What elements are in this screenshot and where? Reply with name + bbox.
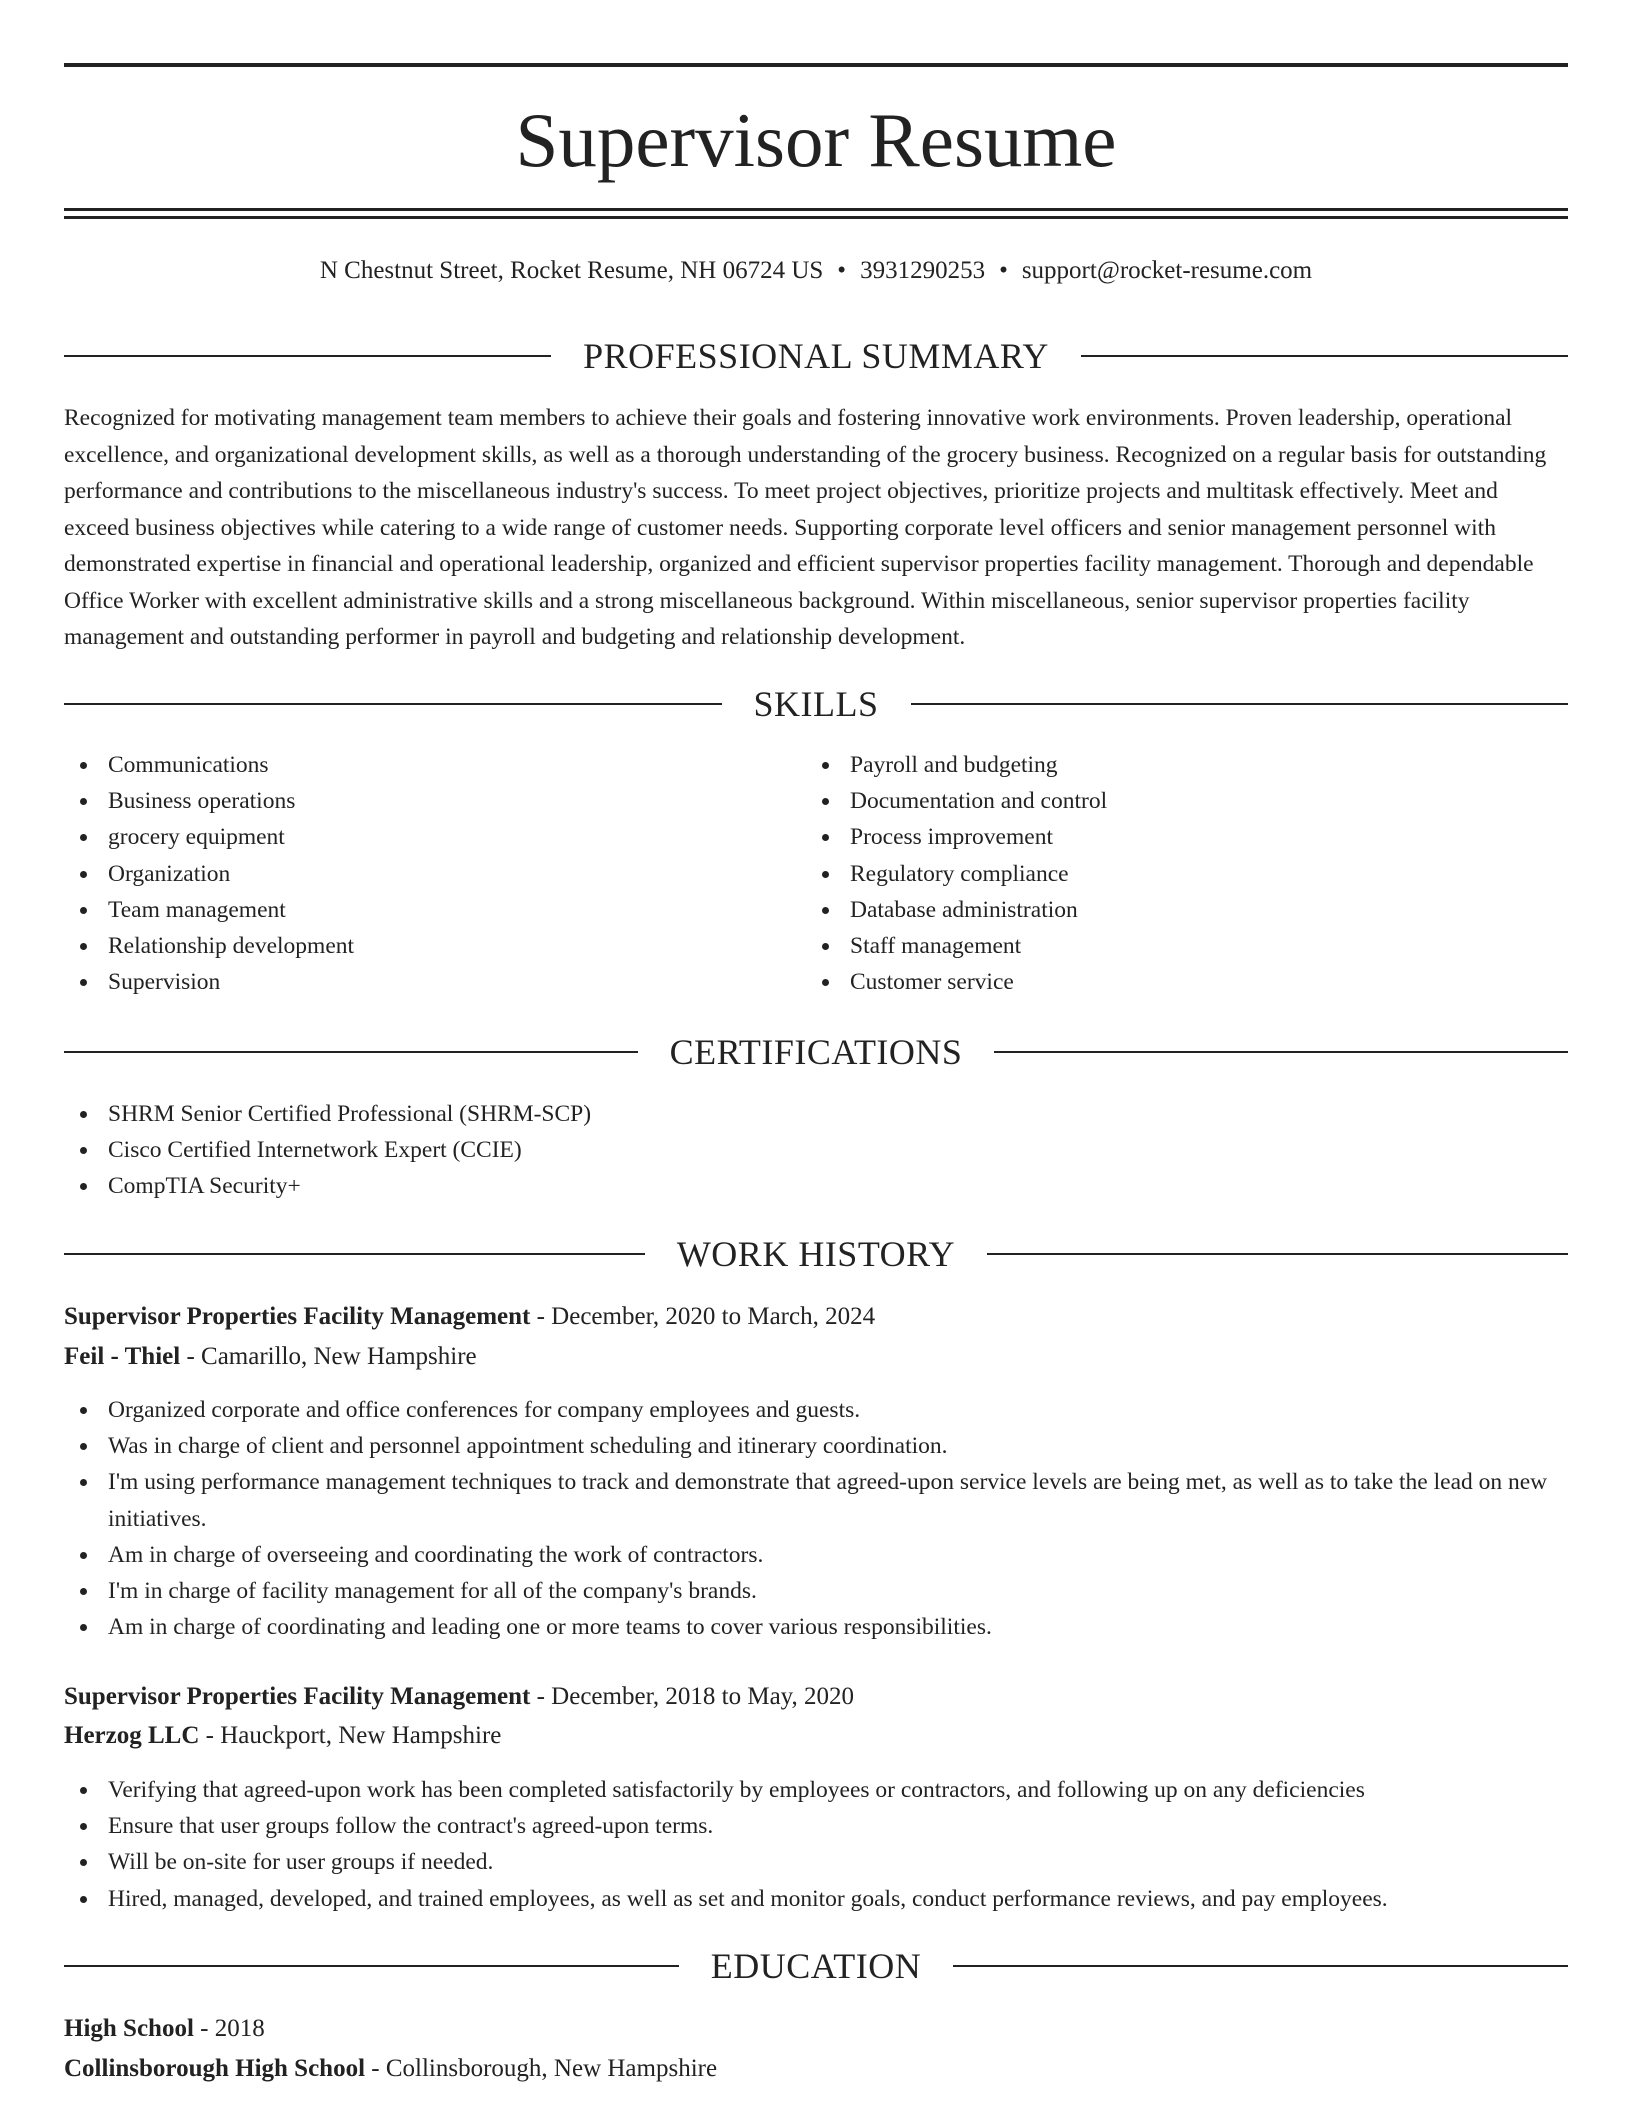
title-double-rule-lower — [64, 216, 1568, 219]
skills-section-heading — [64, 681, 1568, 727]
work-section-heading — [64, 1231, 1568, 1277]
list-item: Regulatory compliance — [806, 856, 1546, 892]
skills-list-left — [64, 747, 764, 1000]
contact-separator: • — [837, 257, 847, 284]
certifications-section-heading — [64, 1029, 1568, 1075]
education-heading: EDUCATION — [710, 1946, 922, 1986]
list-item: CompTIA Security+ — [64, 1168, 1568, 1204]
skills-heading: SKILLS — [753, 684, 879, 724]
title-double-rule-upper — [64, 208, 1568, 211]
job-company: Herzog LLC — [64, 1722, 200, 1749]
education-school: Collinsborough High School — [64, 2055, 366, 2082]
summary-text: Recognized for motivating management team members to achieve their goals and fostering innovative work environments. Proven leadership, operational excellence, and organizational development skills, as well as a thorough understanding of the grocery business. Recognized on a regular basis for outstanding performance and contributions to the miscellaneous industry's success. To meet project objectives, prioritize projects and multitask effectively. Meet and exceed business objectives while catering to a wide range of customer needs. Supporting corporate level officers and senior management personnel with demonstrated expertise in financial and operational leadership, organized and efficient supervisor properties facility management. Thorough and dependable Office Worker with excellent administrative skills and a strong miscellaneous background. Within miscellaneous, senior supervisor properties facility management and outstanding performer in payroll and budgeting and relationship development. — [64, 405, 1547, 650]
heading-rule-right — [1081, 355, 1568, 357]
list-item: Am in charge of coordinating and leading one or more teams to cover various responsibilities. — [64, 1609, 1568, 1645]
contact-address: N Chestnut Street, Rocket Resume, NH 06724 US — [319, 257, 824, 284]
list-item: I'm using performance management techniques to track and demonstrate that agreed-upon service levels are being met, as well as to take the lead on new initiatives. — [64, 1464, 1568, 1536]
certifications-heading: CERTIFICATIONS — [669, 1032, 963, 1072]
list-item: Verifying that agreed-upon work has been completed satisfactorily by employees or contractors, and following up on any deficiencies — [64, 1772, 1568, 1808]
job-company: Feil - Thiel — [64, 1343, 181, 1370]
list-item: Ensure that user groups follow the contract's agreed-upon terms. — [64, 1808, 1568, 1844]
heading-rule-right — [953, 1965, 1568, 1967]
list-item: Process improvement — [806, 819, 1546, 855]
job-title: Supervisor Properties Facility Management — [64, 1683, 531, 1710]
education-degree-line — [64, 2014, 265, 2044]
list-item: Payroll and budgeting — [806, 747, 1546, 783]
certifications-list — [64, 1096, 1568, 1205]
job-title-line — [64, 1302, 875, 1332]
list-item: Supervision — [64, 964, 764, 1000]
contact-separator: • — [999, 257, 1008, 284]
job-dates: - December, 2020 to March, 2024 — [530, 1303, 876, 1330]
education-degree: High School — [64, 2015, 194, 2042]
heading-rule-left — [64, 355, 551, 357]
contact-line — [0, 256, 1632, 286]
top-rule — [64, 63, 1568, 67]
list-item: Will be on-site for user groups if needed. — [64, 1844, 1568, 1880]
skills-list-right — [806, 747, 1546, 1000]
list-item: grocery equipment — [64, 819, 764, 855]
list-item: SHRM Senior Certified Professional (SHRM-SCP) — [64, 1096, 1568, 1132]
list-item: Cisco Certified Internetwork Expert (CCIE) — [64, 1132, 1568, 1168]
work-heading: WORK HISTORY — [676, 1234, 956, 1274]
summary-section-heading — [64, 333, 1568, 379]
list-item: Customer service — [806, 964, 1546, 1000]
list-item: I'm in charge of facility management for all of the company's brands. — [64, 1573, 1568, 1609]
summary-heading: PROFESSIONAL SUMMARY — [583, 336, 1049, 376]
list-item: Organized corporate and office conferences for company employees and guests. — [64, 1392, 1568, 1428]
heading-rule-left — [64, 1051, 638, 1053]
education-section-heading — [64, 1943, 1568, 1989]
heading-rule-right — [911, 703, 1569, 705]
list-item: Was in charge of client and personnel appointment scheduling and itinerary coordination. — [64, 1428, 1568, 1464]
heading-rule-right — [987, 1253, 1568, 1255]
list-item: Organization — [64, 856, 764, 892]
job-bullets — [64, 1772, 1568, 1917]
heading-rule-left — [64, 1253, 645, 1255]
education-school-line — [64, 2054, 717, 2084]
job-title: Supervisor Properties Facility Management — [64, 1303, 531, 1330]
heading-rule-right — [994, 1051, 1568, 1053]
list-item: Communications — [64, 747, 764, 783]
heading-rule-left — [64, 1965, 679, 1967]
education-year: - 2018 — [193, 2015, 265, 2042]
page-title: Supervisor Resume — [515, 97, 1117, 183]
job-company-line — [64, 1721, 501, 1751]
list-item: Team management — [64, 892, 764, 928]
list-item: Staff management — [806, 928, 1546, 964]
heading-rule-left — [64, 703, 722, 705]
list-item: Database administration — [806, 892, 1546, 928]
job-location: - Hauckport, New Hampshire — [199, 1722, 502, 1749]
job-location: - Camarillo, New Hampshire — [180, 1343, 477, 1370]
list-item: Business operations — [64, 783, 764, 819]
education-location: - Collinsborough, New Hampshire — [365, 2055, 718, 2082]
list-item: Documentation and control — [806, 783, 1546, 819]
job-bullets — [64, 1392, 1568, 1645]
job-company-line — [64, 1342, 477, 1372]
contact-phone: 3931290253 — [860, 257, 986, 284]
list-item: Hired, managed, developed, and trained employees, as well as set and monitor goals, conduct performance reviews, and pay employees. — [64, 1881, 1568, 1917]
contact-email: support@rocket-resume.com — [1021, 257, 1313, 284]
job-dates: - December, 2018 to May, 2020 — [530, 1683, 855, 1710]
list-item: Am in charge of overseeing and coordinating the work of contractors. — [64, 1537, 1568, 1573]
job-title-line — [64, 1682, 854, 1712]
list-item: Relationship development — [64, 928, 764, 964]
